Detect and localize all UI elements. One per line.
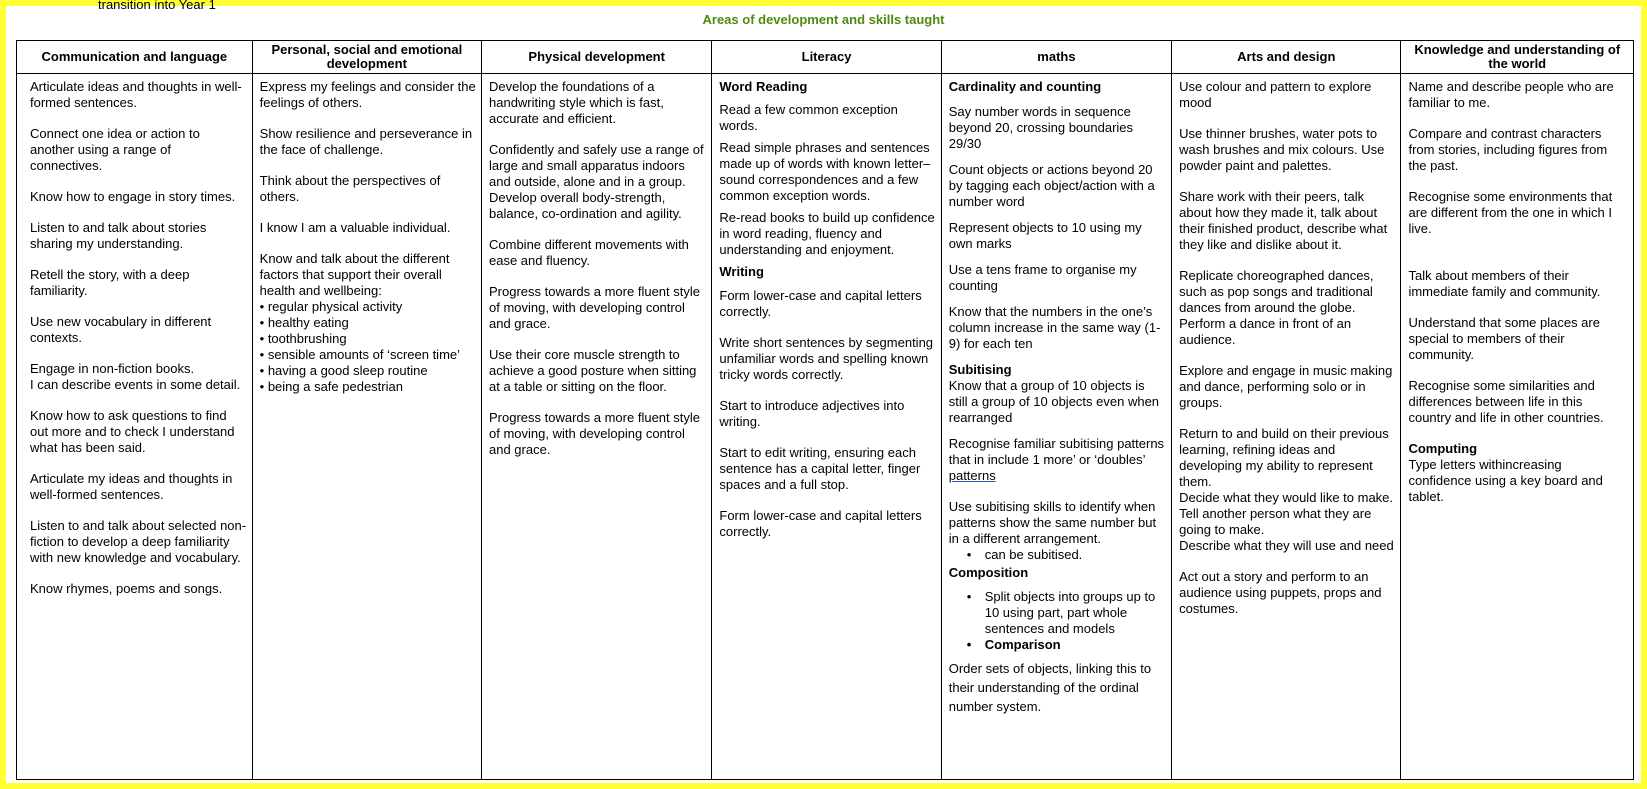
list-item: • healthy eating [259,315,349,330]
writing-item: Form lower-case and capital letters correctly. [719,288,922,319]
cardinality-item: Know that the numbers in the one’s column increase in the same way (1-9) for each ten [948,304,1161,351]
clipped-header-text: transition into Year 1 [98,0,216,12]
communication-item: I can describe events in some detail. [30,377,241,392]
cell-literacy [712,74,941,780]
list-item: • toothbrushing [259,331,347,346]
psed-item: Know and talk about the different factors that support their overall health and wellbeing: [259,251,450,298]
cardinality-item: Say number words in sequence beyond 20, crossing boundaries 29/30 [948,104,1134,151]
psed-item: Express my feelings and consider the feelings of others. [259,79,476,110]
column-header-literacy: Literacy [712,41,941,74]
composition-heading: Composition [948,565,1029,580]
reading-item: Read a few common exception words. [719,102,898,133]
communication-item: Know rhymes, poems and songs. [30,581,223,596]
subitising-item: Know that a group of 10 objects is still a group of 10 objects even when rearranged [948,378,1160,425]
column-header-arts: Arts and design [1172,41,1401,74]
communication-item: Articulate my ideas and thoughts in well-formed sentences. [30,471,233,502]
knowledge-item: Recognise some environments that are different from the one in which I live. [1408,189,1613,236]
list-item: • having a good sleep routine [259,363,428,378]
reading-item: Read simple phrases and sentences made up of words with known letter–sound correspondences and a few common exception words. [719,140,931,203]
subitising-item: Use subitising skills to identify when patterns show the same number but in a different arrangement. [948,499,1157,546]
writing-item: Start to introduce adjectives into writing. [719,398,905,429]
arts-item: Use colour and pattern to explore mood [1179,79,1372,110]
writing-item: Write short sentences by segmenting unfamiliar words and spelling known tricky words correctly. [719,335,934,382]
arts-item: Use thinner brushes, water pots to wash brushes and mix colours. Use powder paint and palettes. [1179,126,1385,173]
column-header-physical: Physical development [482,41,712,74]
column-header-communication: Communication and language [17,41,253,74]
reading-item: Re-read books to build up confidence in word reading, fluency and understanding and enjoyment. [719,210,935,257]
cell-communication [17,74,253,780]
word-reading-heading: Word Reading [719,79,808,94]
arts-item: Explore and engage in music making and dance, performing solo or in groups. [1179,363,1393,410]
knowledge-item: Understand that some places are special to members of their community. [1408,315,1600,362]
knowledge-item: Talk about members of their immediate family and community. [1408,268,1601,299]
communication-item: Use new vocabulary in different contexts. [30,314,212,345]
composition-list [949,589,1166,653]
cardinality-item: Count objects or actions beyond 20 by tagging each object/action with a number word [948,162,1155,209]
communication-item: Listen to and talk about stories sharing my understanding. [30,220,207,251]
cell-physical [482,74,712,780]
writing-item: Start to edit writing, ensuring each sentence has a capital letter, finger spaces and a full stop. [719,445,921,492]
header-row [17,41,1634,74]
arts-item: Share work with their peers, talk about how they made it, talk about their finished product, describe what they like and dislike about it. [1179,189,1388,252]
psed-item: I know I am a valuable individual. [259,220,451,235]
physical-item: Progress towards a more fluent style of moving, with developing control and grace. [489,410,700,457]
column-header-knowledge: Knowledge and understanding of the world [1401,41,1634,74]
subitising-item [949,436,1166,484]
cell-knowledge [1401,74,1634,780]
physical-item: Confidently and safely use a range of large and small apparatus indoors and outside, alone and in a group. Develop overall body-strength, balance, co-ordination and agility. [489,142,704,221]
cardinality-item: Use a tens frame to organise my counting [948,262,1137,293]
content-row [17,74,1634,780]
arts-item: Return to and build on their previous learning, refining ideas and developing my ability to represent them. [1179,426,1389,489]
arts-item: Perform a dance in front of an audience. [1179,316,1352,347]
cardinality-item: Represent objects to 10 using my own marks [948,220,1142,251]
cell-psed [252,74,481,780]
communication-item: Know how to engage in story times. [30,189,236,204]
list-item: • being a safe pedestrian [259,379,403,394]
physical-item: Progress towards a more fluent style of moving, with developing control and grace. [489,284,700,331]
arts-item: Describe what they will use and need [1179,538,1394,553]
knowledge-item: Name and describe people who are familiar to me. [1408,79,1614,110]
column-header-maths: maths [941,41,1171,74]
physical-item: Combine different movements with ease and fluency. [489,237,689,268]
skills-table [16,40,1634,780]
cell-arts [1172,74,1401,780]
writing-heading: Writing [719,264,764,279]
communication-item: Retell the story, with a deep familiarity. [30,267,190,298]
cell-maths [941,74,1171,780]
communication-item: Listen to and talk about selected non-fiction to develop a deep familiarity with new knowledge and vocabulary. [30,518,247,565]
knowledge-item: Compare and contrast characters from stories, including figures from the past. [1408,126,1608,173]
wellbeing-list [260,299,476,395]
ordinal-item: Order sets of objects, linking this to their understanding of the ordinal number system. [948,661,1152,714]
list-item: • sensible amounts of ‘screen time’ [259,347,461,362]
writing-item: Form lower-case and capital letters correctly. [719,508,922,539]
communication-item: Connect one idea or action to another using a range of connectives. [30,126,200,173]
subitising-heading: Subitising [948,362,1012,377]
list-item: • can be subitised. [985,547,1166,563]
column-header-psed: Personal, social and emotional development [252,41,481,74]
communication-item: Know how to ask questions to find out more and to check I understand what has been said. [30,408,235,455]
arts-item: Decide what they would like to make. Tell another person what they are going to make. [1179,490,1394,537]
subitising-text: Recognise familiar subitising patterns that in include 1 more’ or ‘doubles’ [948,436,1165,467]
patterns-underlined: patterns [948,468,996,483]
communication-item: Engage in non-fiction books. [30,361,195,376]
computing-heading: Computing [1408,441,1478,456]
cardinality-heading: Cardinality and counting [948,79,1102,94]
arts-item: Replicate choreographed dances, such as pop songs and traditional dances from around the globe. [1179,268,1374,315]
arts-item: Act out a story and perform to an audience using puppets, props and costumes. [1179,569,1382,616]
knowledge-item: Recognise some similarities and differences between life in this country and life in other countries. [1408,378,1604,425]
psed-item: Show resilience and perseverance in the face of challenge. [259,126,473,157]
communication-item: Articulate ideas and thoughts in well-formed sentences. [30,79,242,110]
list-item: • regular physical activity [259,299,403,314]
computing-item: Type letters withincreasing confidence using a key board and tablet. [1408,457,1603,504]
physical-item: Use their core muscle strength to achieve a good posture when sitting at a table or sitting on the floor. [489,347,697,394]
physical-item: Develop the foundations of a handwriting style which is fast, accurate and efficient. [489,79,664,126]
list-item: • Comparison [985,637,1166,653]
table-heading: Areas of development and skills taught [702,12,945,27]
psed-item: Think about the perspectives of others. [259,173,441,204]
subitising-list [949,547,1166,563]
list-item: • Split objects into groups up to 10 using part, part whole sentences and models [985,589,1166,637]
